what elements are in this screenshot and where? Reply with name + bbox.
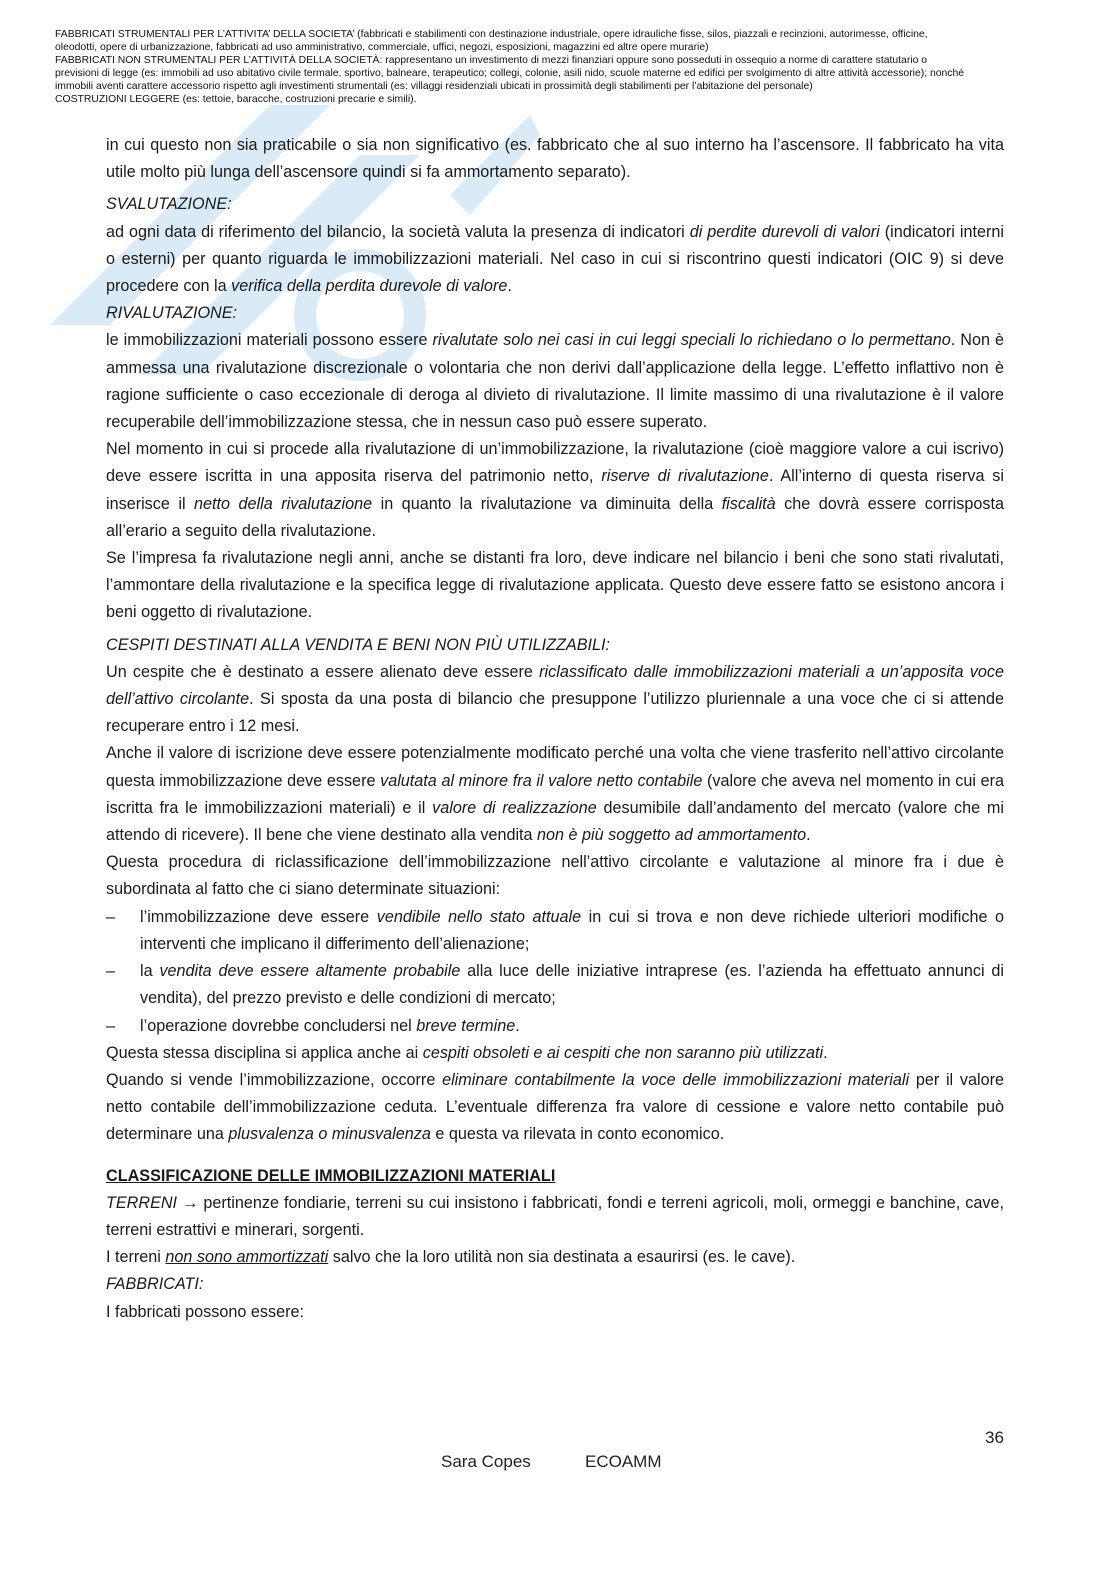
paragraph-fabbricati: I fabbricati possono essere: — [106, 1302, 304, 1321]
paragraph-terreni-ammortamento — [106, 1244, 1004, 1271]
text-run: . Non è ammessa una rivalutazione discrezionale o volontaria che non derivi dall’applicazione della legge. L’effetto inflattivo non è ragione sufficiente o caso eccezionale di deroga al divieto di rivalutazione. Il limite massimo di una rivalutazione è il valore recuperabile dell’immobilizzazione stessa, che in nessun caso può essere superato. — [106, 331, 1004, 432]
italic-run: non è più soggetto ad ammortamento — [537, 826, 807, 845]
italic-run: eliminare contabilmente la voce delle immobilizzazioni materiali — [442, 1070, 910, 1089]
header-line: COSTRUZIONI LEGGERE (es: tettoie, baracche, costruzioni precarie e simili). — [55, 94, 417, 106]
underlined-italic-run: non sono ammortizzati — [165, 1248, 329, 1267]
paragraph-cespiti — [106, 659, 1004, 741]
text-run: desumibile dall’andamento del mercato (valore che mi attendo di ricevere). Il bene che viene destinato alla vendita — [106, 798, 1004, 845]
footer-course: ECOAMM — [585, 1452, 662, 1471]
text-run: l’operazione dovrebbe concludersi nel — [140, 1016, 417, 1035]
italic-run: rivalutate solo nei casi in cui leggi speciali lo richiedano o lo permettano — [432, 331, 951, 350]
page-number: 36 — [985, 1428, 1004, 1447]
list-item — [106, 904, 1004, 958]
text-run: . All’interno di questa riserva si inserisce il — [106, 467, 1005, 513]
header-line: immobili aventi carattere accessorio rispetto agli investimenti strumentali (es: villaggi residenziali ubicati in prossimità degli stabilimenti per l’abitazione del personale) — [55, 81, 813, 93]
italic-run: TERRENI — [106, 1193, 178, 1212]
italic-run: vendibile nello stato attuale — [376, 907, 582, 926]
paragraph-rivalutazione-riserva — [106, 436, 1004, 545]
heading-fabbricati: FABBRICATI: — [106, 1275, 204, 1294]
conditions-list — [106, 904, 1004, 1040]
paragraph-rivalutazione — [106, 327, 1004, 436]
italic-run: netto della rivalutazione — [194, 494, 373, 513]
heading-svalutazione: SVALUTAZIONE: — [106, 195, 232, 214]
text-run: salvo che la loro utilità non sia destinata a esaurirsi (es. le cave). — [328, 1248, 796, 1267]
text-run: in quanto la rivalutazione va diminuita della — [372, 494, 722, 513]
page-body — [106, 132, 1004, 1326]
header-line: oleodotti, opere di urbanizzazione, fabbricati ad uso amministrativo, commerciale, uffici, negozi, esposizioni, magazzini ed altre opere murarie) — [55, 42, 709, 54]
italic-run: riclassificato dalle immobilizzazioni materiali a un’apposita voce dell’attivo circolante — [106, 662, 1004, 709]
text-run: l’immobilizzazione deve essere — [140, 907, 377, 926]
text-run: le immobilizzazioni materiali possono essere — [106, 331, 433, 350]
text-run: in cui si trova e non deve richiede ulteriori modifiche o interventi che implicano il differimento dell’alienazione; — [140, 907, 1004, 953]
list-item — [106, 958, 1004, 1012]
text-run: . — [823, 1043, 828, 1062]
list-item — [106, 1013, 1004, 1040]
text-run: che dovrà essere corrisposta all’erario a seguito della rivalutazione. — [106, 494, 1004, 540]
paragraph-cespiti-procedura: Questa procedura di riclassificazione dell’immobilizzazione nell’attivo circolante e valutazione al minore fra i due è subordinata al fatto che ci siano determinate situazioni: — [106, 853, 1004, 899]
text-run: alla luce delle iniziative intraprese (es. l’azienda ha effettuato annunci di vendita), del prezzo previsto e delle condizioni di mercato; — [140, 962, 1004, 1008]
page-header — [55, 28, 1060, 107]
paragraph-cespiti-valore — [106, 740, 1004, 849]
paragraph-svalutazione — [106, 219, 1004, 301]
text-run: . — [515, 1016, 520, 1035]
header-line: FABBRICATI NON STRUMENTALI PER L’ATTIVITÀ DELLA SOCIETÀ: rappresentano un investimento di mezzi finanziari oppure sono posseduti in ossequio a norme di carattere statutario o — [55, 55, 928, 67]
footer-author: Sara Copes — [441, 1452, 531, 1471]
italic-run: cespiti obsoleti e ai cespiti che non saranno più utilizzati — [422, 1043, 824, 1062]
text-run: la — [140, 962, 160, 981]
text-run: . — [806, 826, 811, 845]
section-title: CLASSIFICAZIONE DELLE IMMOBILIZZAZIONI MATERIALI — [106, 1166, 556, 1185]
paragraph-terreni — [106, 1190, 1004, 1244]
italic-run: breve termine — [416, 1016, 516, 1035]
italic-run: vendita deve essere altamente probabile — [159, 962, 461, 981]
paragraph-vendita — [106, 1067, 1004, 1149]
text-run: . — [507, 277, 512, 296]
text-run: e questa va rilevata in conto economico. — [430, 1125, 725, 1144]
paragraph-intro: in cui questo non sia praticabile o sia non significativo (es. fabbricato che al suo interno ha l’ascensore. Il fabbricato ha vita utile molto più lunga dell’ascensore quindi si fa ammortamento separato). — [106, 136, 1004, 182]
text-run: Quando si vende l’immobilizzazione, occorre — [106, 1070, 443, 1089]
text-run: per il valore netto contabile dell’immobilizzazione ceduta. L’eventuale differenza fra valore di cessione e valore netto contabile può determinare una — [106, 1070, 1004, 1144]
text-run: pertinenze fondiarie, terreni su cui insistono i fabbricati, fondi e terreni agricoli, moli, ormeggi e banchine, cave, terreni estrattivi e minerari, sorgenti. — [106, 1193, 1004, 1239]
header-line: FABBRICATI STRUMENTALI PER L’ATTIVITA’ DELLA SOCIETA’ (fabbricati e stabilimenti con destinazione industriale, opere idrauliche fisse, silos, piazzali e recinzioni, autorimesse, officine, — [55, 29, 928, 40]
paragraph-obsoleti — [106, 1040, 1004, 1067]
heading-cespiti: CESPITI DESTINATI ALLA VENDITA E BENI NON PIÙ UTILIZZABILI: — [106, 635, 611, 654]
text-run: Anche il valore di iscrizione deve essere potenzialmente modificato perché una volta che viene trasferito nell’attivo circolante questa immobilizzazione deve essere — [106, 744, 1004, 790]
italic-run: plusvalenza o minusvalenza — [228, 1125, 431, 1144]
text-run: I terreni — [106, 1248, 166, 1267]
text-run: (valore che aveva nel momento in cui era iscritta fra le immobilizzazioni materiali) e il — [106, 771, 1005, 817]
italic-run: di perdite durevoli di valori — [689, 222, 880, 241]
italic-run: verifica della perdita durevole di valore — [231, 277, 508, 296]
italic-run: riserve di rivalutazione — [601, 467, 769, 486]
italic-run: fiscalità — [721, 494, 776, 513]
text-run: Un cespite che è destinato a essere alienato deve essere — [106, 662, 540, 681]
text-run: . Si sposta da una posta di bilancio che presuppone l’utilizzo pluriennale a una voce che ci si attende recuperare entro i 12 mesi. — [106, 690, 1004, 736]
italic-run: valore di realizzazione — [432, 798, 597, 817]
text-run: Questa stessa disciplina si applica anche ai — [106, 1043, 423, 1062]
heading-rivalutazione: RIVALUTAZIONE: — [106, 304, 238, 323]
arrow-icon: → — [182, 1193, 199, 1212]
text-run: (indicatori interni o esterni) per quanto riguarda le immobilizzazioni materiali. Nel caso in cui si riscontrino questi indicatori (OIC 9) si deve procedere con la — [106, 222, 1004, 296]
paragraph-rivalutazione-bilancio: Se l’impresa fa rivalutazione negli anni, anche se distanti fra loro, deve indicare nel bilancio i beni che sono stati rivalutati, l’ammontare della rivalutazione e la specifica legge di rivalutazione applicata. Questo deve essere fatto se esistono ancora i beni oggetto di rivalutazione. — [106, 549, 1004, 622]
text-run: Nel momento in cui si procede alla rivalutazione di un’immobilizzazione, la rivalutazione (cioè maggiore valore a cui iscrivo) deve essere iscritta in una apposita riserva del patrimonio netto, — [106, 440, 1004, 486]
header-line: previsioni di legge (es: immobili ad uso abitativo civile termale, sportivo, balneare, terapeutico; collegi, colonie, asili nido, scuole materne ed edifici per svolgimento di altre attività accessorie); nonché — [55, 68, 965, 80]
italic-run: valutata al minore fra il valore netto contabile — [380, 771, 703, 790]
text-run: ad ogni data di riferimento del bilancio, la società valuta la presenza di indicatori — [106, 222, 690, 241]
